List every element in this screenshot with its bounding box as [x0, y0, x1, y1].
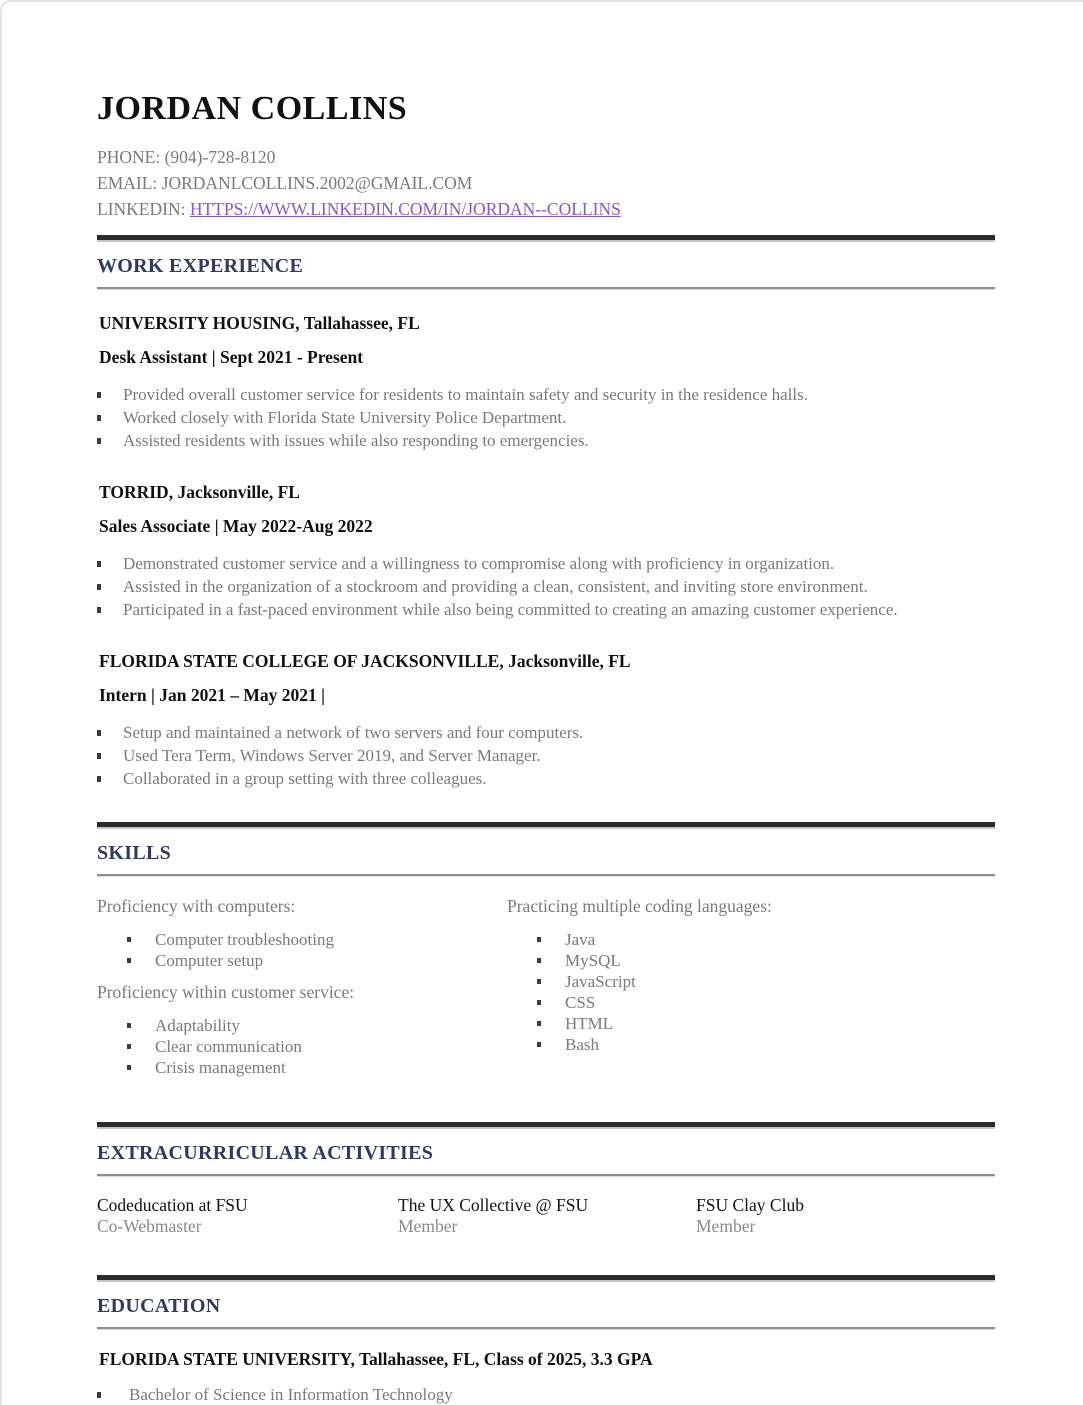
skill-item-text: Bash	[565, 1035, 599, 1054]
bullet-square-icon	[97, 415, 101, 421]
job-bullet	[97, 598, 995, 621]
job-bullet-list	[97, 552, 995, 621]
skill-item	[127, 950, 507, 971]
skill-item	[537, 950, 995, 971]
section-work-experience	[97, 255, 995, 790]
skills-columns	[97, 895, 995, 1087]
skill-item	[537, 992, 995, 1013]
bullet-square-icon	[97, 392, 101, 398]
skill-item	[127, 1036, 507, 1057]
skill-item	[537, 929, 995, 950]
activity-name: The UX Collective @ FSU	[398, 1195, 589, 1215]
divider-thin	[97, 1174, 995, 1176]
skill-group-heading: Practicing multiple coding languages:	[507, 896, 772, 916]
skill-item-list	[507, 929, 995, 1055]
job-bullet-text: Used Tera Term, Windows Server 2019, and Server Manager.	[123, 746, 541, 765]
education-bullet-list	[97, 1383, 995, 1405]
contact-linkedin	[97, 196, 995, 222]
section-title-work: WORK EXPERIENCE	[97, 255, 304, 277]
divider-thick	[97, 1122, 995, 1127]
divider-thick	[97, 235, 995, 240]
job-bullet	[97, 429, 995, 452]
bullet-square-icon	[97, 776, 101, 782]
bullet-square-icon	[127, 1023, 131, 1028]
skill-item-text: Computer troubleshooting	[155, 930, 334, 949]
job-bullet	[97, 721, 995, 744]
job-bullet	[97, 767, 995, 790]
activities-grid	[97, 1195, 995, 1237]
job-entry	[97, 651, 995, 790]
education-bullet	[97, 1383, 995, 1405]
skill-item-text: Crisis management	[155, 1058, 286, 1077]
bullet-square-icon	[97, 730, 101, 736]
education-bullet-text: Bachelor of Science in Information Technology	[129, 1385, 453, 1404]
activity-entry	[398, 1195, 696, 1237]
divider-thin	[97, 1327, 995, 1329]
job-bullet	[97, 406, 995, 429]
job-company: FLORIDA STATE COLLEGE OF JACKSONVILLE, Jacksonville, FL	[99, 651, 631, 671]
divider-thin	[97, 287, 995, 289]
job-bullet-text: Assisted residents with issues while also responding to emergencies.	[123, 431, 589, 450]
bullet-square-icon	[97, 561, 101, 567]
skills-column-left	[97, 895, 507, 1087]
email-value: JORDANLCOLLINS.2002@GMAIL.COM	[161, 173, 473, 193]
email-label: EMAIL:	[97, 173, 158, 193]
job-entry	[97, 482, 995, 621]
bullet-square-icon	[537, 1000, 541, 1005]
bullet-square-icon	[127, 937, 131, 942]
linkedin-label: LINKEDIN:	[97, 199, 186, 219]
job-bullet-text: Participated in a fast-paced environment while also being committed to creating an amazing customer experience.	[123, 600, 898, 619]
job-bullet-text: Worked closely with Florida State University Police Department.	[123, 408, 567, 427]
bullet-square-icon	[127, 1065, 131, 1070]
skill-item-text: CSS	[565, 993, 596, 1012]
bullet-square-icon	[97, 438, 101, 444]
skill-item	[127, 1057, 507, 1078]
section-title-education: EDUCATION	[97, 1295, 221, 1317]
job-bullet-text: Demonstrated customer service and a willingness to compromise along with proficiency in organization.	[123, 554, 835, 573]
education-school: FLORIDA STATE UNIVERSITY, Tallahassee, FL, Class of 2025, 3.3 GPA	[99, 1349, 653, 1369]
job-role: Sales Associate | May 2022-Aug 2022	[99, 516, 373, 536]
section-skills	[97, 842, 995, 1087]
bullet-square-icon	[97, 607, 101, 613]
bullet-square-icon	[537, 1021, 541, 1026]
bullet-square-icon	[127, 958, 131, 963]
linkedin-link[interactable]: HTTPS://WWW.LINKEDIN.COM/IN/JORDAN--COLLINS	[189, 199, 621, 219]
section-extracurricular	[97, 1142, 995, 1237]
skill-item	[537, 1013, 995, 1034]
job-bullet-text: Collaborated in a group setting with three colleagues.	[123, 769, 487, 788]
skill-item-text: HTML	[565, 1014, 614, 1033]
skill-group-heading: Proficiency with computers:	[97, 896, 296, 916]
skill-item-text: Adaptability	[155, 1016, 240, 1035]
contact-phone	[97, 144, 995, 170]
bullet-square-icon	[537, 979, 541, 984]
job-bullet-list	[97, 383, 995, 452]
resume-header	[97, 90, 995, 222]
bullet-square-icon	[127, 1044, 131, 1049]
job-bullet-list	[97, 721, 995, 790]
skill-item	[127, 929, 507, 950]
skill-item-list	[97, 1015, 507, 1078]
skill-item	[537, 971, 995, 992]
job-role: Intern | Jan 2021 – May 2021 |	[99, 685, 325, 705]
bullet-square-icon	[97, 584, 101, 590]
section-title-skills: SKILLS	[97, 842, 172, 864]
job-company: UNIVERSITY HOUSING, Tallahassee, FL	[99, 313, 420, 333]
skill-item-text: MySQL	[565, 951, 621, 970]
bullet-square-icon	[97, 1392, 101, 1398]
skill-item-text: Clear communication	[155, 1037, 302, 1056]
divider-thin	[97, 874, 995, 876]
job-company: TORRID, Jacksonville, FL	[99, 482, 300, 502]
phone-value: (904)-728-8120	[164, 147, 276, 167]
activity-entry	[97, 1195, 398, 1237]
phone-label: PHONE:	[97, 147, 161, 167]
job-bullet-text: Provided overall customer service for residents to maintain safety and security in the residence halls.	[123, 385, 808, 404]
skill-item	[537, 1034, 995, 1055]
bullet-square-icon	[537, 1042, 541, 1047]
section-education	[97, 1295, 995, 1405]
person-name: JORDAN COLLINS	[97, 90, 408, 127]
skill-item-text: Java	[565, 930, 596, 949]
skill-item-text: Computer setup	[155, 951, 264, 970]
skill-item	[127, 1015, 507, 1036]
skill-item-list	[97, 929, 507, 971]
activity-role: Member	[398, 1216, 458, 1236]
skill-group-heading: Proficiency within customer service:	[97, 982, 355, 1002]
bullet-square-icon	[537, 958, 541, 963]
activity-role: Member	[696, 1216, 756, 1236]
skill-item-text: JavaScript	[565, 972, 636, 991]
job-bullet-text: Setup and maintained a network of two servers and four computers.	[123, 723, 584, 742]
contact-email	[97, 170, 995, 196]
bullet-square-icon	[537, 937, 541, 942]
job-bullet	[97, 744, 995, 767]
divider-thick	[97, 1275, 995, 1280]
activity-name: Codeducation at FSU	[97, 1195, 248, 1215]
job-bullet	[97, 383, 995, 406]
activity-name: FSU Clay Club	[696, 1195, 804, 1215]
bullet-square-icon	[97, 753, 101, 759]
skills-column-right	[507, 895, 995, 1087]
divider-thick	[97, 822, 995, 827]
job-bullet	[97, 552, 995, 575]
job-role: Desk Assistant | Sept 2021 - Present	[99, 347, 364, 367]
job-bullet-text: Assisted in the organization of a stockroom and providing a clean, consistent, and inviting store environment.	[123, 577, 868, 596]
activity-role: Co-Webmaster	[97, 1216, 202, 1236]
job-entry	[97, 313, 995, 452]
job-bullet	[97, 575, 995, 598]
activity-entry	[696, 1195, 995, 1237]
section-title-extracurricular: EXTRACURRICULAR ACTIVITIES	[97, 1142, 434, 1164]
